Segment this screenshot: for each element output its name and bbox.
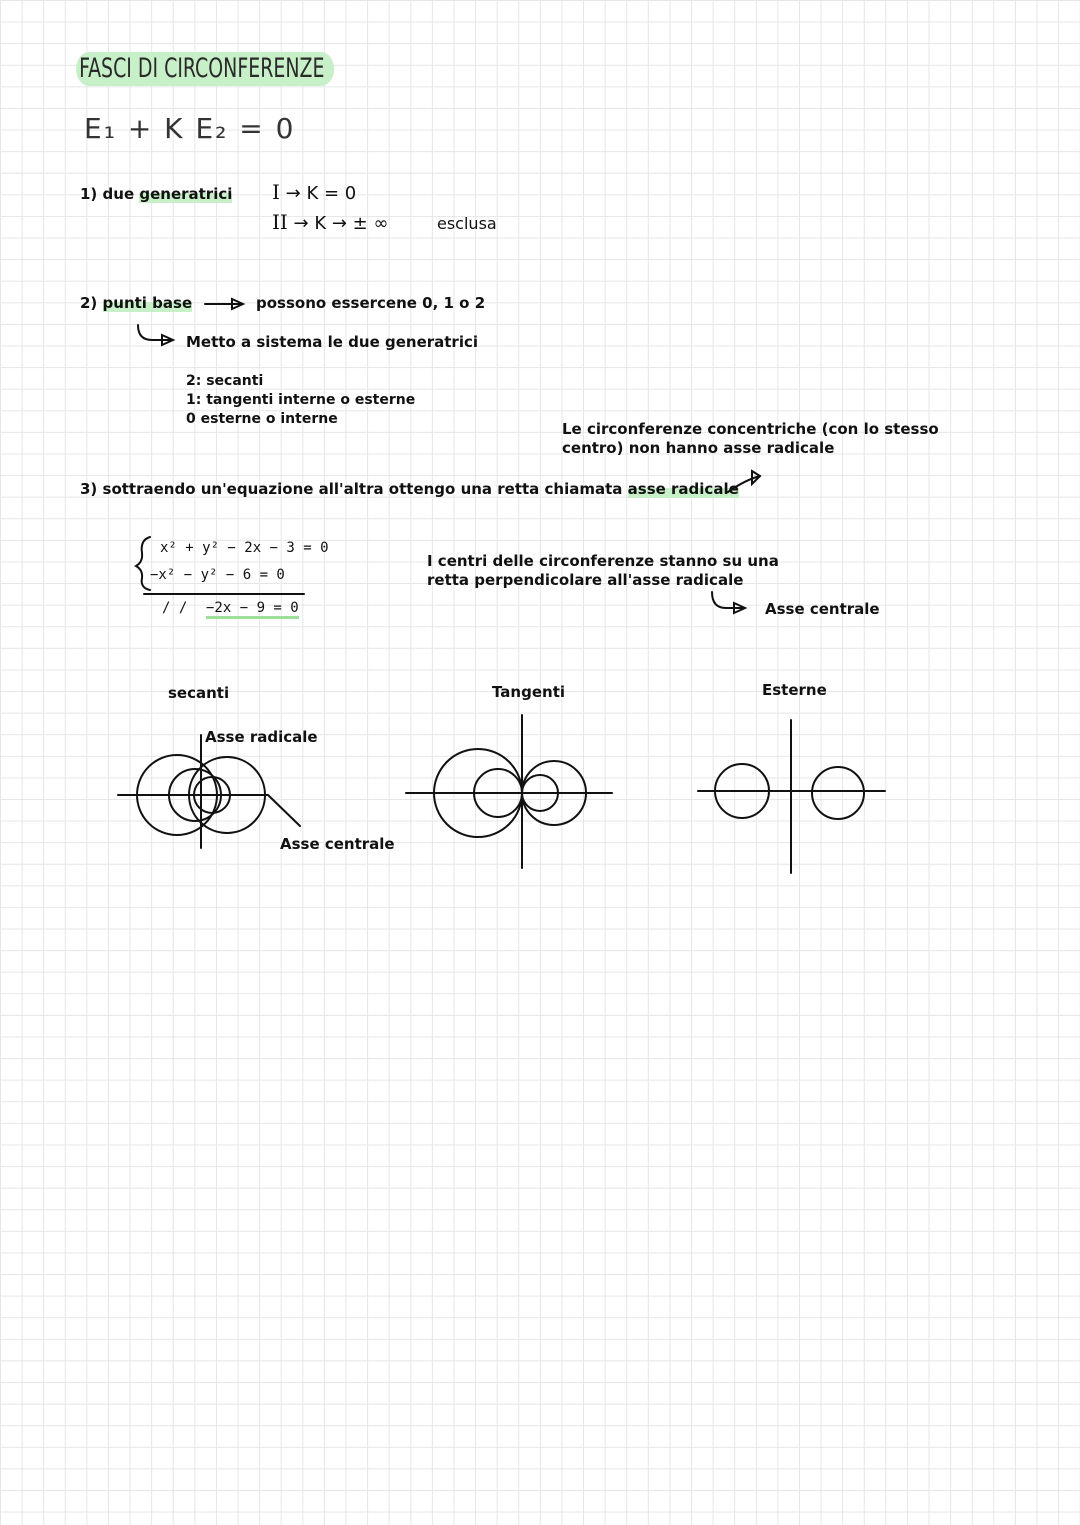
case-esterne: 0 esterne o interne [186,411,338,427]
diagram-tangenti [406,715,612,868]
diagram-label-secanti: secanti [168,684,230,702]
concentric-note-line1: Le circonferenze concentriche (con lo stesso [562,420,939,438]
centers-note-line1: I centri delle circonferenze stanno su una [427,552,779,570]
case-tangenti: 1: tangenti interne o esterne [186,392,416,408]
system-result: −2x − 9 = 0 [206,600,299,619]
case2-line: II → K → ± ∞ [272,210,389,234]
bundle-formula: E₁ + K E₂ = 0 [84,112,296,145]
method-text: Metto a sistema le due generatrici [186,333,479,351]
diagram-esterne [698,720,885,873]
system-eq2: −x² − y² − 6 = 0 [150,567,285,583]
centers-note-line2: retta perpendicolare all'asse radicale [427,571,744,589]
case2-note: esclusa [437,214,497,233]
system-result-prefix: / / [162,600,188,616]
system-eq1: x² + y² − 2x − 3 = 0 [160,540,329,556]
concentric-note-line2: centro) non hanno asse radicale [562,439,835,457]
section2-label: 2) punti base [80,294,193,312]
asse-centrale-label: Asse centrale [280,835,395,853]
diagram-secanti [118,735,300,848]
section3-text: 3) sottraendo un'equazione all'altra ottengo una retta chiamata asse radicale [80,480,739,498]
diagram-label-esterne: Esterne [762,681,827,699]
base-points-possible: possono essercene 0, 1 o 2 [256,294,486,312]
page-title: FASCI DI CIRCONFERENZE [76,52,334,86]
asse-radicale-label: Asse radicale [205,728,318,746]
section1-label: 1) due generatrici [80,185,233,203]
hook-arrow-icon [138,325,173,345]
arrow-right-icon [205,299,243,309]
hook-arrow-icon [712,592,745,613]
asse-centrale-note: Asse centrale [765,600,880,618]
system-brace [136,537,304,594]
case1-line: I → K = 0 [272,180,357,204]
curved-arrow-icon [728,471,760,492]
case-secanti: 2: secanti [186,373,264,389]
diagram-label-tangenti: Tangenti [492,683,566,701]
